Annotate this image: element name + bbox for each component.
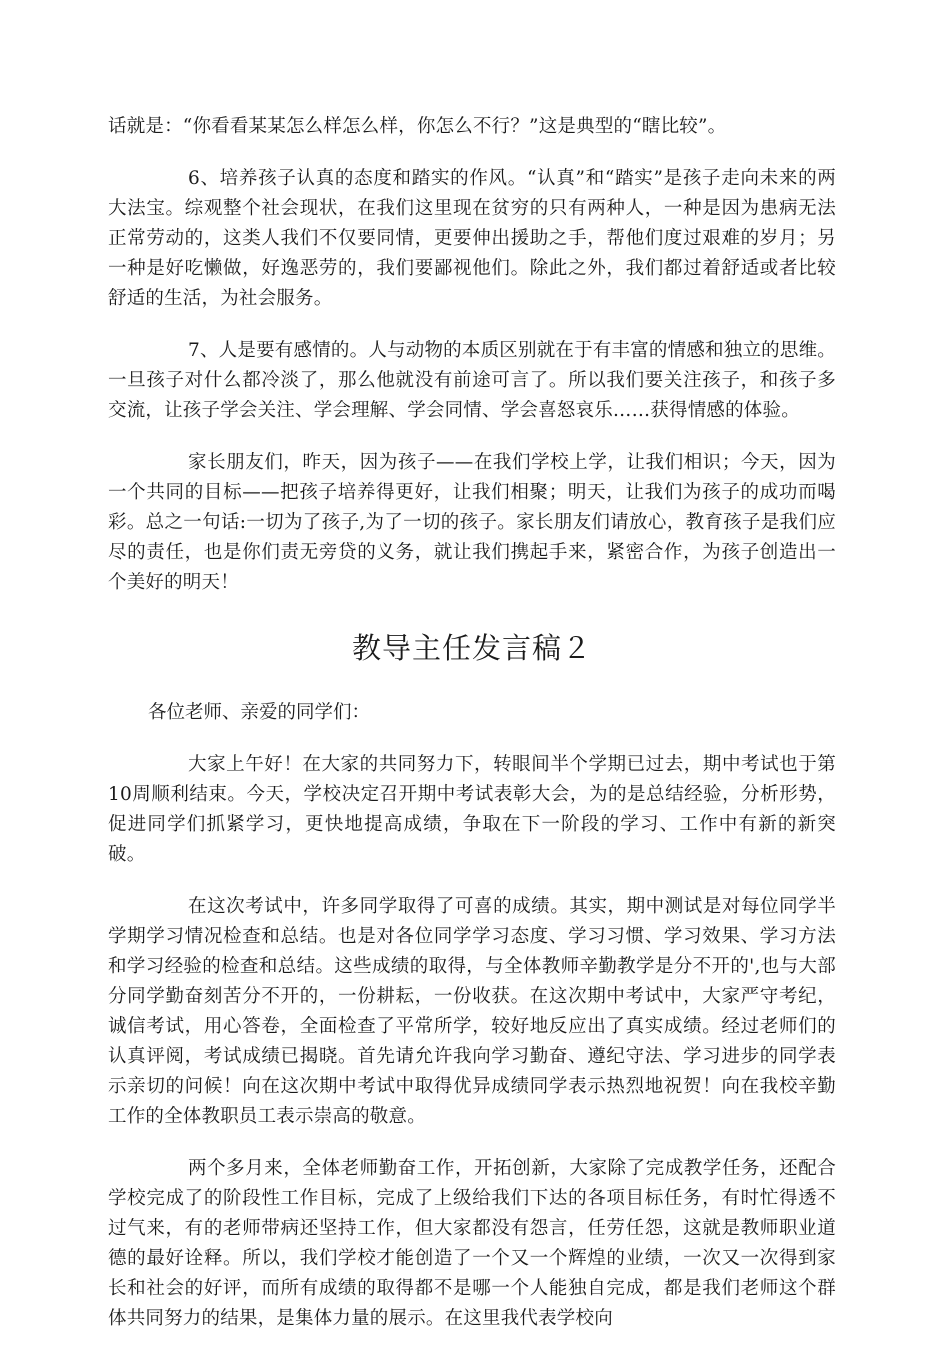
paragraph-exam-results: 在这次考试中，许多同学取得了可喜的成绩。其实，期中测试是对每位同学半学期学习情况检查和总结。也是对各位同学学习态度、学习习惯、学习效果、学习方法和学习经验的检查和总结。这些成绩的取得，与全体教师辛勤教学是分不开的',也与大部分同学勤奋刻苦分不开的，一份耕耘，一份收获。在这次期中考试中，大家严守考纪，诚信考试，用心答卷，全面检查了平常所学，较好地反应出了真实成绩。经过老师们的认真评阅，考试成绩已揭晓。首先请允许我向学习勤奋、遵纪守法、学习进步的同学表示亲切的问候！向在这次期中考试中取得优异成绩同学表示热烈地祝贺！向在我校辛勤工作的全体教职员工表示崇高的敬意。 xyxy=(108,896,836,1127)
greeting-line: 各位老师、亲爱的同学们： xyxy=(148,702,371,723)
paragraph-item-7: 7、人是要有感情的。人与动物的本质区别就在于有丰富的情感和独立的思维。一旦孩子对什么都冷淡了，那么他就没有前途可言了。所以我们要关注孩子，和孩子多交流，让孩子学会关注、学会理解、学会同情、学会喜怒哀乐……获得情感的体验。 xyxy=(108,340,836,421)
paragraph-teachers: 两个多月来，全体老师勤奋工作，开拓创新，大家除了完成教学任务，还配合学校完成了的阶段性工作目标，完成了上级给我们下达的各项目标任务，有时忙得透不过气来，有的老师带病还坚持工作，但大家都没有怨言，任劳任怨，这就是教师职业道德的最好诠释。所以，我们学校才能创造了一个又一个辉煌的业绩，一次又一次得到家长和社会的好评，而所有成绩的取得都不是哪一个人能独自完成，都是我们老师这个群体共同努力的结果，是集体力量的展示。在这里我代表学校向 xyxy=(108,1158,836,1329)
document-page xyxy=(108,112,836,1356)
section-heading: 教导主任发言稿２ xyxy=(351,631,592,665)
paragraph-opening: 大家上午好！在大家的共同努力下，转眼间半个学期已过去，期中考试也于第10周顺利结束。今天，学校决定召开期中考试表彰大会，为的是总结经验，分析形势，促进同学们抓紧学习，更快地提高成绩，争取在下一阶段的学习、工作中有新的新突破。 xyxy=(108,754,836,865)
paragraph-continued: 话就是：“你看看某某怎么样怎么样，你怎么不行？”这是典型的“瞎比较”。 xyxy=(108,116,727,137)
paragraph-closing: 家长朋友们，昨天，因为孩子——在我们学校上学，让我们相识；今天，因为一个共同的目标——把孩子培养得更好，让我们相聚；明天，让我们为孩子的成功而喝彩。总之一句话:一切为了孩子,为了一切的孩子。家长朋友们请放心，教育孩子是我们应尽的责任，也是你们责无旁贷的义务，就让我们携起手来，紧密合作，为孩子创造出一个美好的明天！ xyxy=(108,452,836,593)
paragraph-item-6: 6、培养孩子认真的态度和踏实的作风。“认真”和“踏实”是孩子走向未来的两大法宝。综观整个社会现状，在我们这里现在贫穷的只有两种人，一种是因为患病无法正常劳动的，这类人我们不仅要同情，更要伸出援助之手，帮他们度过艰难的岁月；另一种是好吃懒做，好逸恶劳的，我们要鄙视他们。除此之外，我们都过着舒适或者比较舒适的生活，为社会服务。 xyxy=(108,168,836,309)
